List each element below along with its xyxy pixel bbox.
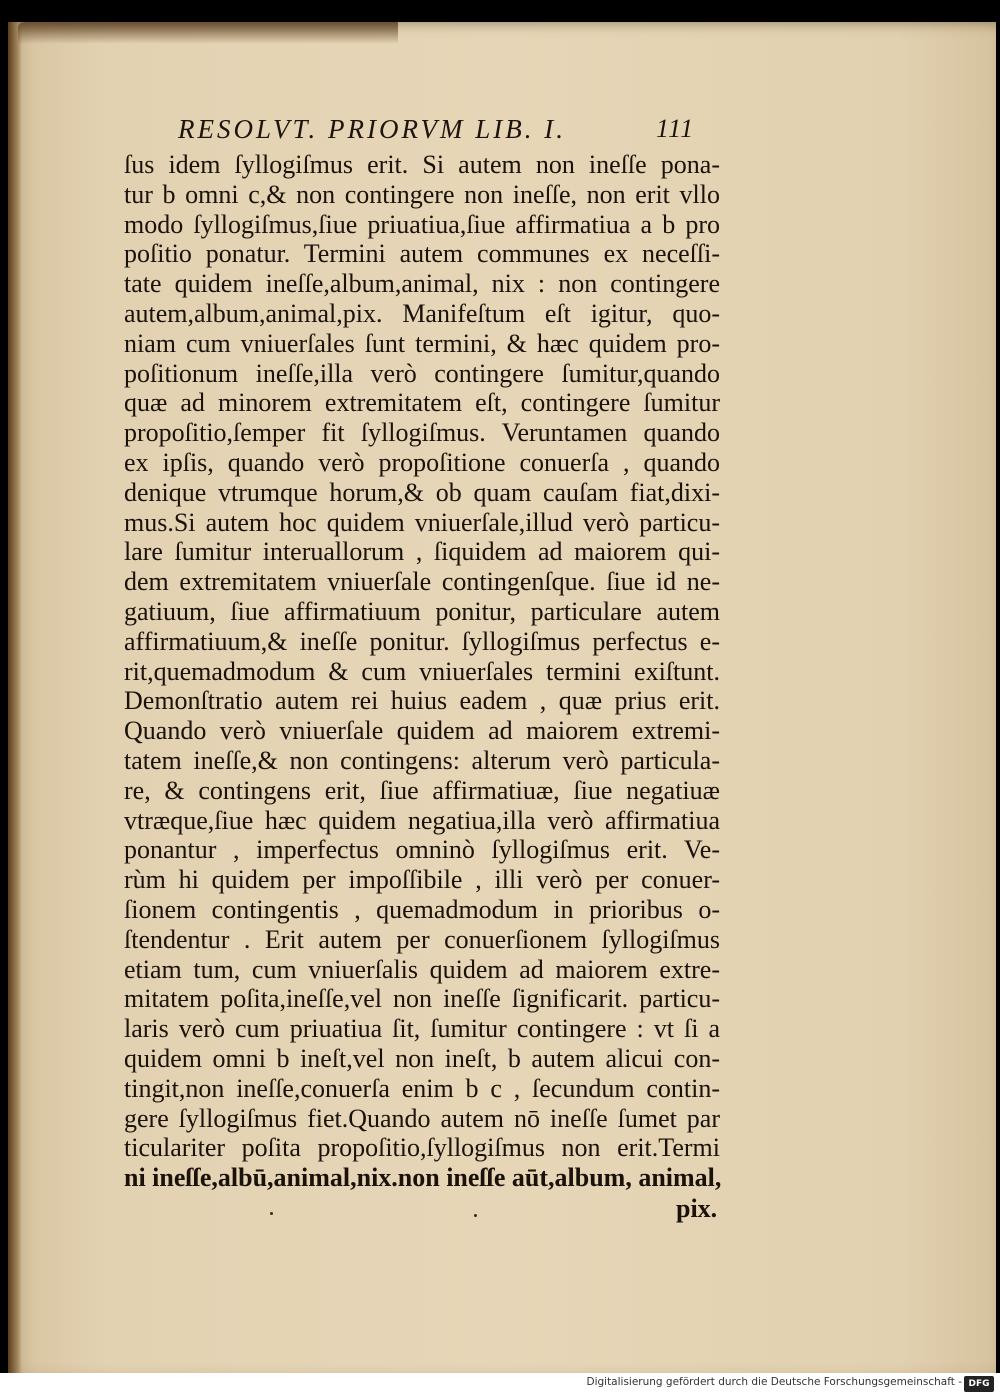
text-line: ſus idem ſyllogiſmus erit. Si autem non ineſſe pona- <box>124 150 720 179</box>
text-line: ex ipſis, quando verò propoſitione conuerſa , quando <box>124 447 720 477</box>
text-line: etiam tum, cum vniuerſalis quidem ad maiorem extre- <box>124 954 720 984</box>
text-line: ſionem contingentis , quemadmodum in prioribus o- <box>124 894 720 924</box>
text-line: ticulariter poſita propoſitio,ſyllogiſmus non erit.Termi <box>124 1133 720 1163</box>
text-line: affirmatiuum,& ineſſe ponitur. ſyllogiſmus perfectus e- <box>124 626 720 656</box>
book-page <box>8 22 996 1373</box>
text-line: tatem ineſſe,& non contingens: alterum verò particula- <box>124 745 720 775</box>
text-line: autem,album,animal,pix. Manifeſtum eſt igitur, quo- <box>124 298 720 328</box>
text-line: poſitio ponatur. Termini autem communes ex neceſſi- <box>124 239 720 269</box>
footer-credit: Digitalisierung gefördert durch die Deutsche Forschungsgemeinschaft - <box>586 1376 962 1388</box>
text-line: quæ ad minorem extremitatem eſt, contingere ſumitur <box>124 388 720 418</box>
page-header <box>168 114 728 154</box>
page-top-stain <box>18 22 398 44</box>
footer-bar <box>0 1373 1000 1397</box>
text-line: tingit,non ineſſe,conuerſa enim b c , ſecundum contin- <box>124 1073 720 1103</box>
text-line: Demonſtratio autem rei huius eadem , quæ prius erit. <box>124 686 720 716</box>
body-text <box>124 150 720 1193</box>
text-line: gere ſyllogiſmus fiet.Quando autem nō ineſſe ſumet par <box>124 1103 720 1133</box>
text-line: tur b omni c,& non contingere non ineſſe, non erit vllo <box>124 179 720 209</box>
text-line: lare ſumitur interuallorum , ſiquidem ad maiorem qui- <box>124 537 720 567</box>
ink-speck <box>474 1214 477 1217</box>
catchword: pix. <box>676 1194 718 1223</box>
running-title: RESOLVT. PRIORVM LIB. I. <box>178 114 566 144</box>
dfg-logo: DFG <box>964 1376 994 1392</box>
text-line: dem extremitatem vniuerſale contingenſque. ſiue id ne- <box>124 567 720 597</box>
text-line: ni ineſſe,albū,animal,nix.non ineſſe aūt,album, animal, <box>124 1163 722 1193</box>
text-line: re, & contingens erit, ſiue affirmatiuæ, ſiue negatiuæ <box>124 775 720 805</box>
text-line: niam cum vniuerſales ſunt termini, & hæc quidem pro- <box>124 328 720 358</box>
text-line: gatiuum, ſiue affirmatiuum ponitur, particulare autem <box>124 596 720 626</box>
text-line: tate quidem ineſſe,album,animal, nix : non contingere <box>124 269 720 299</box>
text-line: ſtendentur . Erit autem per conuerſionem ſyllogiſmus <box>124 924 720 954</box>
text-line: ponantur , imperfectus omninò ſyllogiſmus erit. Ve- <box>124 835 720 865</box>
text-line: Quando verò vniuerſale quidem ad maiorem extremi- <box>124 716 720 746</box>
text-line: rit,quemadmodum & cum vniuerſales termini exiſtunt. <box>124 656 720 686</box>
text-line: propoſitio,ſemper fit ſyllogiſmus. Veruntamen quando <box>124 418 720 448</box>
text-line: vtræque,ſiue hæc quidem negatiua,illa verò affirmatiua <box>124 805 720 835</box>
text-line: mus.Si autem hoc quidem vniuerſale,illud verò particu- <box>124 507 720 537</box>
text-line: laris verò cum priuatiua ſit, ſumitur contingere : vt ſi a <box>124 1014 720 1044</box>
text-line: denique vtrumque horum,& ob quam cauſam fiat,dixi- <box>124 477 720 507</box>
page-spine-shadow <box>8 22 22 1373</box>
page-number: 111 <box>656 114 695 143</box>
text-line: poſitionum ineſſe,illa verò contingere ſumitur,quando <box>124 358 720 388</box>
text-line: quidem omni b ineſt,vel non ineſt, b autem alicui con- <box>124 1043 720 1073</box>
text-line: rùm hi quidem per impoſſibile , illi verò per conuer- <box>124 865 720 895</box>
ink-speck <box>270 1212 273 1215</box>
text-line: modo ſyllogiſmus,ſiue priuatiua,ſiue affirmatiua a b pro <box>124 209 720 239</box>
text-line: mitatem poſita,ineſſe,vel non ineſſe ſignificarit. particu- <box>124 984 720 1014</box>
